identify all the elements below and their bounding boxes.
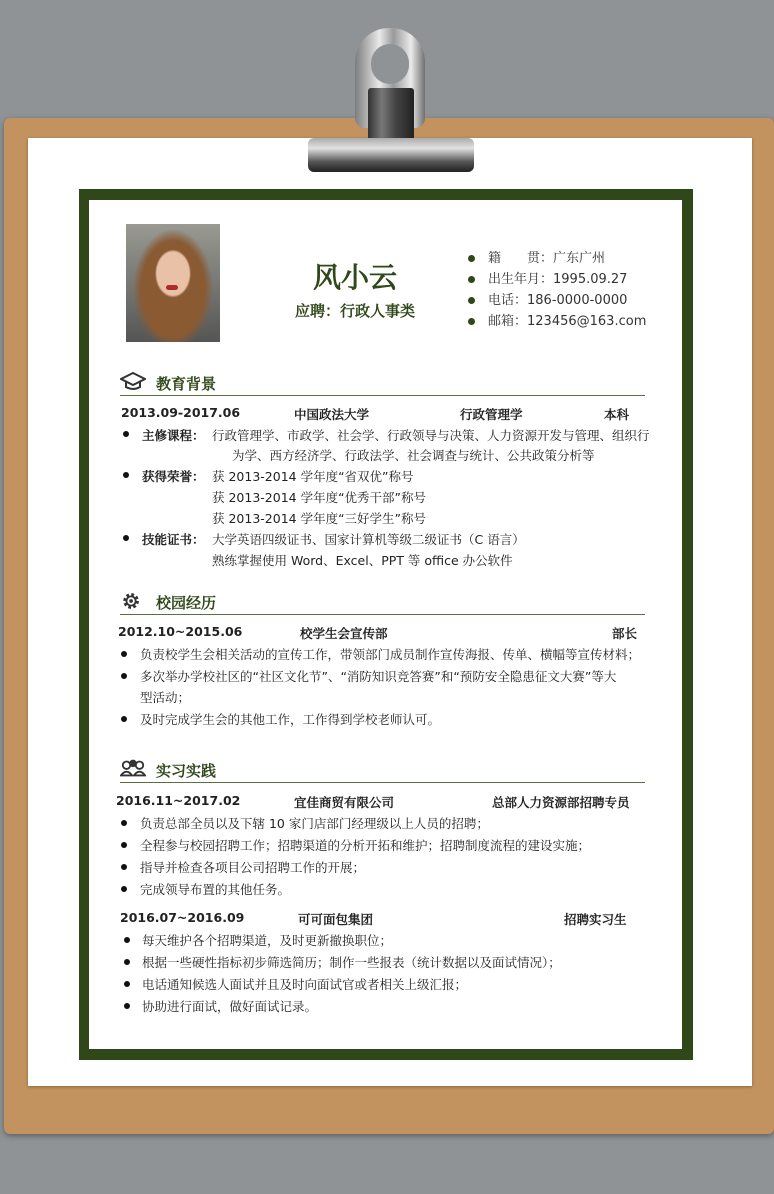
section-campus-header bbox=[120, 592, 645, 615]
courses-label: 主修课程： bbox=[142, 428, 205, 443]
job-item: 指导并检查各项目公司招聘工作的开展； bbox=[140, 860, 366, 875]
job-company: 可可面包集团 bbox=[298, 912, 374, 927]
gear-icon bbox=[120, 590, 144, 612]
job-item: 电话通知候选人面试并且及时向面试官或者相关上级汇报； bbox=[142, 977, 468, 992]
campus-period: 2012.10~2015.06 bbox=[118, 624, 243, 639]
section-campus-title: 校园经历 bbox=[156, 594, 217, 612]
info-item-email: 邮箱：123456@163.com bbox=[468, 311, 646, 332]
job-item: 协助进行面试，做好面试记录。 bbox=[142, 999, 318, 1014]
skill-item: 熟练掌握使用 Word、Excel、PPT 等 office 办公软件 bbox=[212, 553, 513, 568]
graduation-cap-icon bbox=[120, 371, 146, 391]
skill-item: 大学英语四级证书、国家计算机等级二级证书（C 语言） bbox=[212, 532, 525, 547]
campus-item: 多次举办学校社区的“社区文化节”、“消防知识竞答赛”和“预防安全隐患征文大赛”等大 bbox=[140, 669, 617, 684]
section-internship-header bbox=[120, 760, 645, 783]
job-role: 招聘实习生 bbox=[564, 912, 627, 927]
personal-info bbox=[468, 248, 646, 332]
honors-label: 获得荣誉： bbox=[142, 469, 205, 484]
job-period: 2016.11~2017.02 bbox=[116, 793, 241, 808]
job-role: 总部人力资源部招聘专员 bbox=[492, 795, 630, 810]
honor-item: 获 2013-2014 学年度“优秀干部”称号 bbox=[212, 490, 427, 505]
job-item: 负责总部全员以及下辖 10 家门店部门经理级以上人员的招聘； bbox=[140, 816, 489, 831]
job-item: 根据一些硬性指标初步筛选简历；制作一些报表（统计数据以及面试情况）； bbox=[142, 955, 561, 970]
info-item-phone: 电话：186-0000-0000 bbox=[468, 290, 646, 311]
edu-degree: 本科 bbox=[604, 407, 630, 422]
job-period: 2016.07~2016.09 bbox=[120, 910, 245, 925]
job-company: 宜佳商贸有限公司 bbox=[294, 795, 395, 810]
honor-item: 获 2013-2014 学年度“三好学生”称号 bbox=[212, 511, 427, 526]
people-icon bbox=[120, 758, 146, 778]
resume-name: 风小云 bbox=[312, 261, 397, 294]
campus-role: 部长 bbox=[612, 626, 638, 641]
courses-text-cont: 为学、西方经济学、行政法学、社会调查与统计、公共政策分析等 bbox=[232, 448, 595, 463]
avatar bbox=[126, 224, 220, 342]
campus-item: 及时完成学生会的其他工作，工作得到学校老师认可。 bbox=[140, 712, 441, 727]
section-education-header bbox=[120, 373, 645, 396]
skills-label: 技能证书： bbox=[142, 532, 205, 547]
section-education-title: 教育背景 bbox=[156, 375, 217, 393]
info-item-birth: 出生年月：1995.09.27 bbox=[468, 269, 646, 290]
campus-org: 校学生会宣传部 bbox=[300, 626, 388, 641]
honor-item: 获 2013-2014 学年度“省双优”称号 bbox=[212, 469, 414, 484]
campus-item-cont: 型活动； bbox=[140, 690, 191, 705]
job-item: 完成领导布置的其他任务。 bbox=[140, 882, 291, 897]
edu-period: 2013.09-2017.06 bbox=[121, 405, 241, 420]
job-item: 每天维护各个招聘渠道，及时更新撤换职位； bbox=[142, 933, 393, 948]
section-internship-title: 实习实践 bbox=[156, 762, 217, 780]
job-item: 全程参与校园招聘工作；招聘渠道的分析开拓和维护；招聘制度流程的建设实施； bbox=[140, 838, 591, 853]
edu-major: 行政管理学 bbox=[460, 407, 523, 422]
edu-school: 中国政法大学 bbox=[294, 407, 370, 422]
info-item-origin: 籍 贯：广东广州 bbox=[468, 248, 646, 269]
apply-position: 应聘：行政人事类 bbox=[294, 302, 415, 320]
campus-item: 负责校学生会相关活动的宣传工作，带领部门成员制作宣传海报、传单、横幅等宣传材料； bbox=[140, 647, 641, 662]
courses-text: 行政管理学、市政学、社会学、行政领导与决策、人力资源开发与管理、组织行 bbox=[212, 428, 650, 443]
